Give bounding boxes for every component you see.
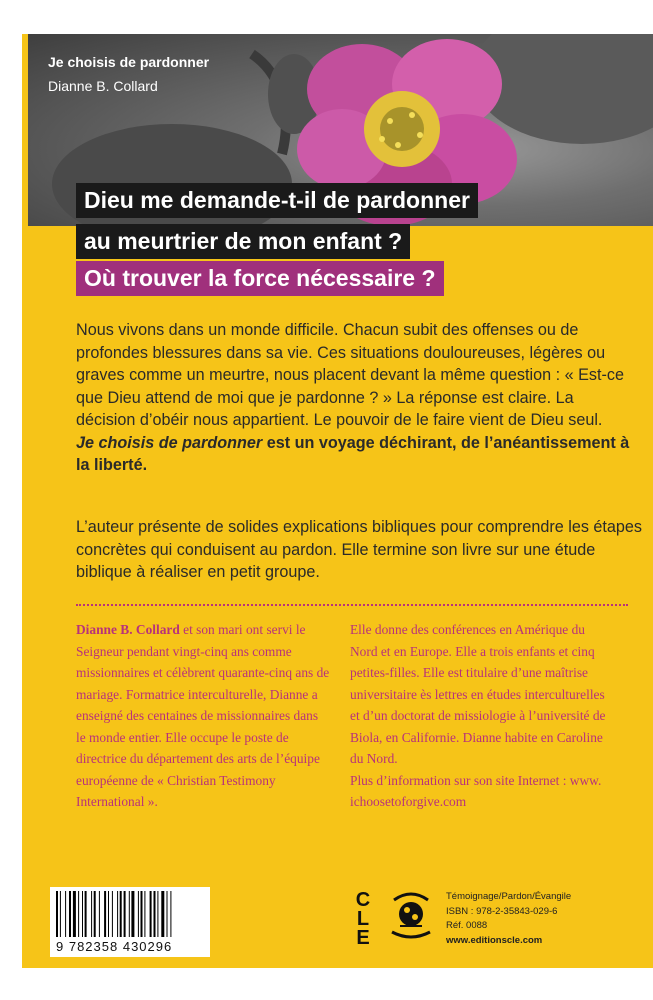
publisher-logo-cle: [352, 886, 374, 946]
blurb-paragraph-2: L’auteur présente de solides explications bibliques pour comprendre les étapes concrètes qui conduisent au pardon. Elle termine son livre sur une étude biblique à réaliser en petit groupe.: [76, 518, 643, 581]
barcode-bar: [91, 891, 92, 937]
barcode-bar: [141, 891, 143, 937]
bio-left-column: [76, 619, 330, 813]
blurb-paragraph-1: [76, 319, 636, 477]
logo-letter-l: L: [356, 908, 370, 930]
barcode-bar: [78, 891, 79, 937]
blurb-text: Nous vivons dans un monde difficile. Chacun subit des offenses ou de profondes blessures dans sa vie. Ces situations douloureuses, légères ou graves comme un meurtre, nous placent devant la même question : « Est-ce que Dieu attend de moi que je pardonne ? » La réponse est claire. La décision d’obéir nous appartient. Le pouvoir de le faire vient de Dieu seul.: [76, 321, 624, 429]
barcode-bar: [60, 891, 61, 937]
barcode-bar: [117, 891, 118, 937]
headline-line-3: Où trouver la force nécessaire ?: [76, 261, 444, 296]
barcode-bar: [154, 891, 156, 937]
headline-line-2: au meurtrier de mon enfant ?: [76, 224, 410, 259]
barcode-bar: [157, 891, 158, 937]
barcode-bar: [112, 891, 113, 937]
bio-right-column: [350, 619, 612, 813]
emphasis-book-title: Je choisis de pardonner: [76, 433, 263, 452]
series-title: Je choisis de pardonner: [48, 54, 210, 70]
bio-right-text: Elle donne des conférences en Amérique du Nord et en Europe. Elle a trois enfants et cinq petites-filles. Elle est titulaire d’une maîtrise universitaire ès lettres en études interculturelles et d’un doctorat de missiologie à l’université de Biola, en Californie. Dianne habite en Caroline du Nord.: [350, 622, 606, 766]
logo-letter-c: C: [355, 889, 371, 911]
emphasis-rest: est un voyage déchirant, de l’anéantissement à la liberté.: [76, 433, 630, 474]
bio-author-name: Dianne B. Collard: [76, 622, 180, 637]
publication-info: [446, 890, 571, 948]
barcode-bar: [131, 891, 134, 937]
barcode-bar: [108, 891, 109, 937]
logo-letter-e: E: [356, 927, 370, 946]
bio-left-text: et son mari ont servi le Seigneur pendant vingt-cinq ans comme missionnaires et célèbrent quarante-cinq ans de mariage. Formatrice interculturelle, Dianne a enseigné des centaines de missionnaires dans le monde entier. Elle occupe le poste de directrice du département des arts de l’équipe européenne de « Christian Testimony International ».: [76, 622, 330, 809]
headline-line-1: Dieu me demande-t-il de pardonner: [76, 183, 478, 218]
barcode-bar: [65, 891, 66, 937]
globe-logo-icon: [386, 886, 436, 946]
barcode-bar: [85, 891, 87, 937]
barcode-bar: [120, 891, 122, 937]
barcode: [50, 887, 210, 957]
isbn: ISBN : 978-2-35843-029-6: [446, 905, 558, 917]
publisher-website: www.editionscle.com: [446, 934, 543, 946]
barcode-bar: [129, 891, 130, 937]
bio-site-line: Plus d’information sur son site Internet : www. ichoosetoforgive.com: [350, 772, 602, 809]
barcode-bar: [82, 891, 83, 937]
dotted-divider: [76, 604, 628, 606]
barcode-bar: [150, 891, 152, 937]
back-cover: [22, 34, 653, 968]
barcode-bar: [94, 891, 96, 937]
barcode-bar: [144, 891, 145, 937]
barcode-bar: [104, 891, 106, 937]
barcode-bar: [99, 891, 100, 937]
cover-author: Dianne B. Collard: [48, 78, 158, 94]
reference: Réf. 0088: [446, 920, 488, 931]
barcode-bars: [56, 891, 204, 939]
barcode-bar: [167, 891, 168, 937]
barcode-number: 9 782358 430296: [56, 939, 173, 954]
barcode-bar: [124, 891, 126, 937]
barcode-bar: [138, 891, 139, 937]
barcode-bar: [170, 891, 171, 937]
categories: Témoignage/Pardon/Évangile: [446, 891, 572, 902]
yellow-strip: [22, 34, 28, 226]
barcode-bar: [56, 891, 58, 937]
barcode-bar: [73, 891, 76, 937]
blurb-emphasis: [76, 434, 629, 475]
barcode-bar: [161, 891, 164, 937]
barcode-bar: [69, 891, 71, 937]
